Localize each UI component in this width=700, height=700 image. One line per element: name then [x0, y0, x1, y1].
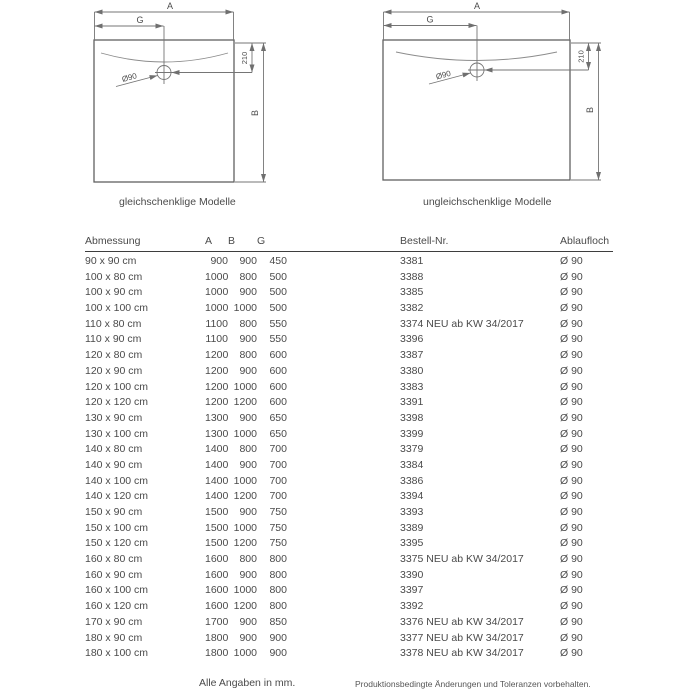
cell-a: 900	[210, 255, 228, 267]
cell-a: 1200	[205, 380, 229, 393]
cell-order-number: 3385	[400, 286, 424, 299]
table-row	[85, 301, 613, 317]
cell-order-number: 3377 NEU ab KW 34/2017	[400, 631, 524, 644]
cell-g: 700	[269, 474, 287, 487]
dim-label-210: 210	[240, 51, 249, 65]
col-header-dimension: Abmessung	[85, 235, 205, 252]
cell-dimension: 140 x 80 cm	[85, 443, 143, 456]
table-row	[85, 442, 613, 458]
cell-drain: Ø 90	[560, 553, 583, 566]
cell-order-number: 3389	[400, 521, 424, 534]
table-row	[85, 411, 613, 427]
cell-a: 1000	[205, 270, 229, 283]
cell-dimension: 100 x 90 cm	[85, 286, 143, 299]
cell-dimension: 120 x 90 cm	[85, 364, 143, 377]
cell-a: 1200	[205, 364, 229, 377]
cell-g: 550	[269, 317, 287, 330]
cell-a: 1100	[205, 317, 228, 330]
cell-b: 900	[239, 286, 257, 299]
cell-drain: Ø 90	[560, 568, 583, 581]
cell-drain: Ø 90	[560, 349, 583, 362]
cell-b: 800	[239, 349, 257, 362]
cell-order-number: 3388	[400, 270, 424, 283]
cell-a: 1000	[205, 286, 229, 299]
cell-order-number: 3396	[400, 333, 424, 346]
cell-drain: Ø 90	[560, 537, 583, 550]
cell-a: 1500	[205, 521, 229, 534]
cell-g: 650	[269, 411, 287, 424]
cell-dimension: 120 x 120 cm	[85, 396, 149, 409]
table-row	[85, 615, 613, 631]
cell-drain: Ø 90	[560, 490, 583, 503]
cell-drain: Ø 90	[560, 270, 583, 283]
cell-drain: Ø 90	[560, 396, 583, 409]
cell-drain: Ø 90	[560, 584, 583, 597]
cell-b: 800	[239, 317, 257, 330]
table-row	[85, 631, 613, 647]
table-row	[85, 568, 613, 584]
cell-g: 700	[269, 443, 287, 456]
cell-b: 1200	[233, 396, 257, 409]
cell-drain: Ø 90	[560, 302, 583, 315]
cell-order-number: 3399	[400, 427, 424, 440]
cell-dimension: 140 x 90 cm	[85, 458, 143, 471]
drain-diameter-label: Ø90	[434, 68, 452, 82]
cell-dimension: 90 x 90 cm	[85, 255, 137, 267]
dim-label-B: B	[585, 106, 595, 114]
cell-dimension: 140 x 120 cm	[85, 490, 149, 503]
cell-drain: Ø 90	[560, 631, 583, 644]
cell-a: 1600	[205, 584, 229, 597]
cell-drain: Ø 90	[560, 458, 583, 471]
table-row	[85, 395, 613, 411]
cell-g: 750	[269, 506, 287, 518]
cell-order-number: 3387	[400, 349, 424, 362]
dim-label-A: A	[166, 1, 174, 11]
cell-drain: Ø 90	[560, 286, 583, 299]
cell-order-number: 3381	[400, 255, 424, 267]
table-header	[85, 235, 613, 252]
cell-b: 1000	[233, 380, 257, 393]
cell-g: 750	[269, 521, 287, 534]
cell-dimension: 100 x 100 cm	[85, 302, 149, 315]
col-header-g: G	[257, 235, 287, 252]
col-header-order-number: Bestell-Nr.	[287, 235, 560, 252]
units-note: Alle Angaben in mm.	[199, 677, 296, 689]
table-row	[85, 474, 613, 490]
drain-diameter-label: Ø90	[120, 71, 138, 84]
cell-g: 450	[269, 255, 287, 267]
table-row	[85, 317, 613, 333]
cell-a: 1400	[205, 474, 229, 487]
cell-b: 900	[239, 364, 257, 377]
cell-dimension: 100 x 80 cm	[85, 270, 143, 283]
cell-dimension: 160 x 80 cm	[85, 553, 143, 566]
cell-a: 1400	[205, 458, 229, 471]
cell-a: 1100	[205, 333, 228, 346]
tray-floor-slope-curve	[396, 52, 557, 61]
cell-order-number: 3391	[400, 396, 424, 409]
cell-g: 550	[269, 333, 287, 346]
cell-g: 600	[269, 364, 287, 377]
table-row	[85, 489, 613, 505]
cell-drain: Ø 90	[560, 380, 583, 393]
col-header-b: B	[228, 235, 257, 252]
table-row	[85, 252, 613, 270]
table-row	[85, 599, 613, 615]
tray-outline-rect	[383, 40, 570, 180]
cell-a: 1300	[205, 411, 229, 424]
cell-a: 1000	[205, 302, 229, 315]
cell-b: 900	[239, 411, 257, 424]
square-model-diagram	[94, 1, 266, 182]
cell-b: 900	[239, 631, 257, 644]
table-row	[85, 364, 613, 380]
cell-order-number: 3393	[400, 506, 424, 518]
cell-g: 700	[269, 490, 287, 503]
cell-b: 1200	[233, 600, 257, 613]
table-body	[85, 252, 613, 662]
table-row	[85, 583, 613, 599]
cell-order-number: 3383	[400, 380, 424, 393]
table-row	[85, 552, 613, 568]
technical-diagrams	[0, 0, 700, 215]
cell-order-number: 3376 NEU ab KW 34/2017	[400, 615, 524, 628]
cell-drain: Ø 90	[560, 615, 583, 628]
cell-a: 1600	[205, 553, 229, 566]
cell-drain: Ø 90	[560, 443, 583, 456]
cell-drain: Ø 90	[560, 255, 583, 267]
cell-g: 600	[269, 396, 287, 409]
cell-b: 900	[239, 568, 257, 581]
cell-dimension: 140 x 100 cm	[85, 474, 149, 487]
cell-dimension: 120 x 80 cm	[85, 349, 143, 362]
cell-drain: Ø 90	[560, 647, 583, 660]
cell-b: 900	[239, 506, 257, 518]
cell-b: 800	[239, 553, 257, 566]
cell-dimension: 130 x 100 cm	[85, 427, 149, 440]
cell-order-number: 3398	[400, 411, 424, 424]
dimensions-table	[85, 235, 613, 662]
cell-g: 500	[269, 286, 287, 299]
cell-b: 1000	[233, 647, 257, 660]
cell-dimension: 150 x 120 cm	[85, 537, 149, 550]
cell-b: 1000	[233, 427, 257, 440]
cell-drain: Ø 90	[560, 364, 583, 377]
cell-b: 900	[239, 615, 257, 628]
cell-g: 500	[269, 270, 287, 283]
cell-order-number: 3394	[400, 490, 424, 503]
cell-order-number: 3395	[400, 537, 424, 550]
table-row	[85, 505, 613, 521]
cell-g: 650	[269, 427, 287, 440]
cell-g: 800	[269, 584, 287, 597]
cell-drain: Ø 90	[560, 474, 583, 487]
cell-b: 900	[239, 333, 257, 346]
cell-order-number: 3390	[400, 568, 424, 581]
cell-order-number: 3397	[400, 584, 424, 597]
cell-a: 1300	[205, 427, 229, 440]
cell-drain: Ø 90	[560, 317, 583, 330]
cell-g: 750	[269, 537, 287, 550]
table-row	[85, 270, 613, 286]
cell-order-number: 3379	[400, 443, 424, 456]
dim-label-B: B	[250, 109, 260, 117]
cell-a: 1800	[205, 647, 229, 660]
table-row	[85, 285, 613, 301]
table-row	[85, 458, 613, 474]
cell-g: 600	[269, 380, 287, 393]
cell-a: 1800	[205, 631, 229, 644]
col-header-drain: Ablaufloch	[560, 235, 613, 252]
cell-g: 900	[269, 647, 287, 660]
cell-a: 1500	[205, 537, 229, 550]
cell-b: 1000	[233, 474, 257, 487]
cell-order-number: 3374 NEU ab KW 34/2017	[400, 317, 524, 330]
cell-dimension: 160 x 120 cm	[85, 600, 149, 613]
cell-g: 600	[269, 349, 287, 362]
cell-b: 900	[239, 255, 257, 267]
dim-label-G: G	[136, 15, 144, 25]
cell-drain: Ø 90	[560, 333, 583, 346]
cell-g: 800	[269, 600, 287, 613]
rectangular-model-diagram	[383, 1, 601, 180]
cell-dimension: 160 x 100 cm	[85, 584, 149, 597]
table-row	[85, 380, 613, 396]
cell-a: 1200	[205, 349, 229, 362]
cell-b: 1000	[233, 302, 257, 315]
table-row	[85, 332, 613, 348]
table-row	[85, 521, 613, 537]
cell-a: 1700	[205, 615, 229, 628]
cell-order-number: 3384	[400, 458, 424, 471]
cell-a: 1600	[205, 600, 229, 613]
cell-a: 1200	[205, 396, 229, 409]
cell-dimension: 110 x 80 cm	[85, 317, 142, 330]
dim-label-A: A	[473, 1, 481, 11]
cell-b: 1200	[233, 537, 257, 550]
cell-b: 800	[239, 270, 257, 283]
cell-order-number: 3382	[400, 302, 424, 315]
cell-dimension: 160 x 90 cm	[85, 568, 143, 581]
table-row	[85, 427, 613, 443]
cell-g: 850	[269, 615, 287, 628]
left-diagram-caption: gleichschenklige Modelle	[119, 196, 236, 208]
table-row	[85, 646, 613, 662]
cell-order-number: 3375 NEU ab KW 34/2017	[400, 553, 524, 566]
cell-drain: Ø 90	[560, 506, 583, 518]
cell-dimension: 150 x 90 cm	[85, 506, 143, 518]
tolerance-note: Produktionsbedingte Änderungen und Toleranzen vorbehalten.	[355, 679, 591, 689]
cell-dimension: 170 x 90 cm	[85, 615, 143, 628]
cell-a: 1500	[205, 506, 229, 518]
tray-floor-slope-curve	[101, 53, 228, 62]
cell-drain: Ø 90	[560, 411, 583, 424]
dim-label-G: G	[426, 14, 434, 25]
cell-a: 1600	[205, 568, 229, 581]
cell-g: 700	[269, 458, 287, 471]
cell-b: 800	[239, 443, 257, 456]
cell-b: 900	[239, 458, 257, 471]
cell-dimension: 130 x 90 cm	[85, 411, 143, 424]
cell-g: 900	[269, 631, 287, 644]
cell-drain: Ø 90	[560, 521, 583, 534]
cell-order-number: 3378 NEU ab KW 34/2017	[400, 647, 524, 660]
cell-dimension: 180 x 90 cm	[85, 631, 143, 644]
cell-order-number: 3380	[400, 364, 424, 377]
cell-drain: Ø 90	[560, 600, 583, 613]
cell-dimension: 150 x 100 cm	[85, 521, 149, 534]
col-header-a: A	[205, 235, 228, 252]
table-row	[85, 536, 613, 552]
cell-a: 1400	[205, 443, 229, 456]
dim-label-210: 210	[576, 50, 586, 63]
table-row	[85, 348, 613, 364]
cell-g: 800	[269, 553, 287, 566]
right-diagram-caption: ungleichschenklige Modelle	[423, 196, 552, 208]
cell-dimension: 120 x 100 cm	[85, 380, 149, 393]
cell-b: 1000	[233, 584, 257, 597]
cell-dimension: 180 x 100 cm	[85, 647, 149, 660]
cell-order-number: 3386	[400, 474, 424, 487]
cell-dimension: 110 x 90 cm	[85, 333, 142, 346]
cell-b: 1200	[233, 490, 257, 503]
cell-g: 500	[269, 302, 287, 315]
cell-a: 1400	[205, 490, 229, 503]
cell-g: 800	[269, 568, 287, 581]
cell-drain: Ø 90	[560, 427, 583, 440]
cell-b: 1000	[233, 521, 257, 534]
cell-order-number: 3392	[400, 600, 424, 613]
